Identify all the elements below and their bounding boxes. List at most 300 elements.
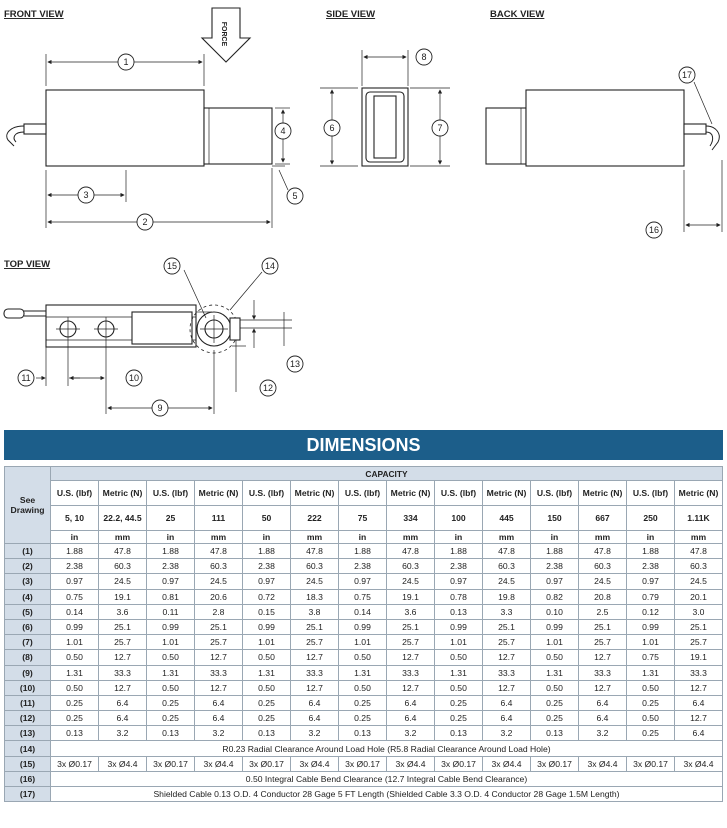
table-cell: 0.97 — [243, 574, 291, 589]
table-cell: 60.3 — [195, 559, 243, 574]
table-cell: 12.7 — [99, 650, 147, 665]
callout-11 — [18, 370, 34, 386]
table-cell: 0.13 — [435, 726, 483, 741]
table-cell: 3.8 — [291, 604, 339, 619]
table-cell: 0.10 — [531, 604, 579, 619]
capacity-header: CAPACITY — [51, 467, 723, 481]
table-cell: 0.50 — [435, 650, 483, 665]
measure-unit-cell: in — [51, 531, 99, 544]
table-cell: 0.72 — [243, 589, 291, 604]
measure-unit-cell: mm — [195, 531, 243, 544]
see-drawing-header: See Drawing — [5, 467, 51, 544]
table-cell: 6.4 — [483, 711, 531, 726]
table-cell: 47.8 — [675, 544, 723, 559]
table-row — [5, 619, 723, 634]
table-row — [5, 695, 723, 710]
table-row — [5, 650, 723, 665]
table-cell: 0.97 — [435, 574, 483, 589]
table-cell: 33.3 — [579, 665, 627, 680]
table-cell: 25.1 — [99, 619, 147, 634]
table-cell: 60.3 — [579, 559, 627, 574]
table-row — [5, 787, 723, 802]
row-label: (16) — [5, 771, 51, 786]
table-cell: 2.38 — [243, 559, 291, 574]
table-cell: 0.50 — [435, 680, 483, 695]
measure-unit-cell: in — [531, 531, 579, 544]
capacity-value-cell: 22.2, 44.5 — [99, 506, 147, 531]
table-cell: 0.99 — [531, 619, 579, 634]
table-cell: 2.38 — [435, 559, 483, 574]
table-cell: 0.81 — [147, 589, 195, 604]
table-cell: 6.4 — [483, 695, 531, 710]
unit-header-cell: U.S. (lbf) — [435, 481, 483, 506]
table-cell: 3x Ø0.17 — [51, 756, 99, 771]
table-cell: 60.3 — [291, 559, 339, 574]
callout-17 — [679, 67, 695, 83]
table-cell: 6.4 — [291, 695, 339, 710]
back-view-label: BACK VIEW — [490, 9, 545, 20]
table-cell: 0.79 — [627, 589, 675, 604]
table-cell: 3x Ø4.4 — [99, 756, 147, 771]
unit-header-cell: U.S. (lbf) — [147, 481, 195, 506]
row-label: (14) — [5, 741, 51, 756]
svg-text:16: 16 — [648, 225, 660, 235]
table-cell: 1.01 — [51, 635, 99, 650]
svg-text:3: 3 — [83, 190, 89, 200]
table-cell: 0.25 — [339, 711, 387, 726]
table-cell: 33.3 — [195, 665, 243, 680]
table-cell: 0.50 — [339, 680, 387, 695]
callout-16 — [646, 222, 662, 238]
table-cell: 12.7 — [291, 650, 339, 665]
table-cell: 6.4 — [195, 695, 243, 710]
measure-unit-cell: mm — [675, 531, 723, 544]
table-cell: 0.25 — [51, 711, 99, 726]
row-label: (13) — [5, 726, 51, 741]
top-view-label: TOP VIEW — [4, 259, 51, 270]
table-cell: 24.5 — [195, 574, 243, 589]
row-label: (8) — [5, 650, 51, 665]
row-label: (12) — [5, 711, 51, 726]
callout-6 — [324, 120, 340, 136]
row-label: (3) — [5, 574, 51, 589]
table-cell: 0.13 — [435, 604, 483, 619]
svg-text:2: 2 — [142, 217, 148, 227]
table-row — [5, 574, 723, 589]
table-cell: 1.88 — [627, 544, 675, 559]
table-cell: 0.25 — [627, 726, 675, 741]
side-view-label: SIDE VIEW — [326, 9, 376, 20]
back-view — [486, 82, 722, 232]
table-cell: 1.31 — [243, 665, 291, 680]
capacity-value-cell: 25 — [147, 506, 195, 531]
table-cell: 0.78 — [435, 589, 483, 604]
table-cell: 12.7 — [675, 680, 723, 695]
measure-unit-row — [5, 531, 723, 544]
table-cell: 0.25 — [51, 695, 99, 710]
side-view — [320, 50, 450, 166]
table-cell: 0.25 — [531, 695, 579, 710]
table-cell: 25.7 — [195, 635, 243, 650]
svg-text:8: 8 — [421, 52, 427, 62]
table-cell: 60.3 — [483, 559, 531, 574]
table-cell: 25.7 — [579, 635, 627, 650]
table-cell: 25.7 — [675, 635, 723, 650]
table-cell: 25.7 — [387, 635, 435, 650]
table-cell: 0.13 — [531, 726, 579, 741]
table-cell: 0.99 — [51, 619, 99, 634]
svg-text:1: 1 — [123, 57, 129, 67]
capacity-value-cell: 1.11K — [675, 506, 723, 531]
table-cell: 47.8 — [579, 544, 627, 559]
table-cell: 2.38 — [339, 559, 387, 574]
table-cell: 12.7 — [483, 680, 531, 695]
table-cell: 3.2 — [387, 726, 435, 741]
table-cell: 0.82 — [531, 589, 579, 604]
row-label: (1) — [5, 544, 51, 559]
row-label: (9) — [5, 665, 51, 680]
table-cell: 24.5 — [675, 574, 723, 589]
table-cell: 24.5 — [387, 574, 435, 589]
table-cell: 1.88 — [147, 544, 195, 559]
table-row — [5, 741, 723, 756]
capacity-value-cell: 5, 10 — [51, 506, 99, 531]
table-cell: 0.50 — [531, 650, 579, 665]
table-cell: 0.50 — [627, 680, 675, 695]
table-cell: 6.4 — [99, 695, 147, 710]
callout-9 — [152, 400, 168, 416]
table-cell: 0.99 — [147, 619, 195, 634]
svg-text:12: 12 — [262, 383, 274, 393]
capacity-value-cell: 250 — [627, 506, 675, 531]
callout-4 — [275, 123, 291, 139]
table-cell: 60.3 — [387, 559, 435, 574]
capacity-value-cell: 100 — [435, 506, 483, 531]
row-label: (6) — [5, 619, 51, 634]
capacity-value-cell: 75 — [339, 506, 387, 531]
table-cell: 0.25 — [243, 711, 291, 726]
capacity-value-cell: 667 — [579, 506, 627, 531]
unit-header-cell: Metric (N) — [99, 481, 147, 506]
capacity-value-cell: 150 — [531, 506, 579, 531]
table-cell: 2.38 — [531, 559, 579, 574]
table-cell: 18.3 — [291, 589, 339, 604]
table-cell: 3x Ø4.4 — [675, 756, 723, 771]
unit-header-cell: Metric (N) — [579, 481, 627, 506]
svg-text:9: 9 — [157, 403, 163, 413]
capacity-value-cell: 222 — [291, 506, 339, 531]
table-cell: 2.38 — [51, 559, 99, 574]
table-row — [5, 544, 723, 559]
table-cell: 19.1 — [387, 589, 435, 604]
table-cell: 0.99 — [435, 619, 483, 634]
row-label: (4) — [5, 589, 51, 604]
table-cell: 12.7 — [387, 650, 435, 665]
table-cell: 0.50 — [531, 680, 579, 695]
table-cell: 20.8 — [579, 589, 627, 604]
table-cell: 0.97 — [147, 574, 195, 589]
table-cell: 12.7 — [99, 680, 147, 695]
table-cell: 2.38 — [147, 559, 195, 574]
table-cell: 12.7 — [195, 680, 243, 695]
table-cell: 25.1 — [483, 619, 531, 634]
svg-text:5: 5 — [292, 191, 298, 201]
unit-header-cell: Metric (N) — [291, 481, 339, 506]
table-cell: 6.4 — [195, 711, 243, 726]
table-cell: 3.6 — [99, 604, 147, 619]
table-cell: 3x Ø4.4 — [291, 756, 339, 771]
table-cell: 12.7 — [675, 711, 723, 726]
table-cell: 0.75 — [627, 650, 675, 665]
table-cell: 0.15 — [243, 604, 291, 619]
table-cell: 1.88 — [435, 544, 483, 559]
table-cell: 19.1 — [99, 589, 147, 604]
table-cell: 1.01 — [627, 635, 675, 650]
force-label: FORCE — [220, 21, 227, 47]
table-cell: 0.50 — [243, 680, 291, 695]
table-cell: 20.1 — [675, 589, 723, 604]
table-cell: 0.13 — [51, 726, 99, 741]
capacity-value-row — [5, 506, 723, 531]
table-cell: 12.7 — [579, 650, 627, 665]
table-row — [5, 635, 723, 650]
table-merged-cell: 0.50 Integral Cable Bend Clearance (12.7 Integral Cable Bend Clearance) — [51, 771, 723, 786]
table-cell: 1.88 — [531, 544, 579, 559]
table-cell: 25.1 — [291, 619, 339, 634]
table-cell: 20.6 — [195, 589, 243, 604]
unit-header-cell: U.S. (lbf) — [339, 481, 387, 506]
table-cell: 3.2 — [579, 726, 627, 741]
unit-header-cell: U.S. (lbf) — [627, 481, 675, 506]
table-cell: 60.3 — [99, 559, 147, 574]
table-cell: 33.3 — [675, 665, 723, 680]
table-cell: 3x Ø0.17 — [531, 756, 579, 771]
callout-7 — [432, 120, 448, 136]
table-cell: 6.4 — [387, 711, 435, 726]
unit-header-cell: Metric (N) — [387, 481, 435, 506]
capacity-value-cell: 445 — [483, 506, 531, 531]
callout-5 — [287, 188, 303, 204]
table-cell: 3x Ø4.4 — [387, 756, 435, 771]
svg-text:17: 17 — [681, 70, 693, 80]
table-cell: 0.50 — [147, 680, 195, 695]
table-cell: 19.8 — [483, 589, 531, 604]
table-cell: 1.31 — [51, 665, 99, 680]
callout-3 — [78, 187, 94, 203]
dimensions-banner: DIMENSIONS — [4, 430, 723, 460]
table-cell: 1.01 — [339, 635, 387, 650]
svg-text:15: 15 — [166, 261, 178, 271]
table-cell: 0.14 — [51, 604, 99, 619]
table-cell: 0.11 — [147, 604, 195, 619]
capacity-value-cell: 50 — [243, 506, 291, 531]
unit-header-row — [5, 481, 723, 506]
svg-text:4: 4 — [280, 126, 286, 136]
table-cell: 25.1 — [387, 619, 435, 634]
callout-12 — [260, 380, 276, 396]
table-cell: 1.01 — [243, 635, 291, 650]
callout-15 — [164, 258, 180, 274]
table-cell: 47.8 — [195, 544, 243, 559]
measure-unit-cell: mm — [483, 531, 531, 544]
table-cell: 3.0 — [675, 604, 723, 619]
row-label: (2) — [5, 559, 51, 574]
svg-text:14: 14 — [264, 261, 276, 271]
table-row — [5, 604, 723, 619]
table-cell: 24.5 — [483, 574, 531, 589]
table-cell: 0.25 — [435, 695, 483, 710]
table-cell: 6.4 — [579, 695, 627, 710]
table-cell: 0.97 — [627, 574, 675, 589]
table-row — [5, 559, 723, 574]
capacity-value-cell: 334 — [387, 506, 435, 531]
table-row — [5, 589, 723, 604]
measure-unit-cell: mm — [387, 531, 435, 544]
table-cell: 33.3 — [99, 665, 147, 680]
table-row — [5, 726, 723, 741]
table-cell: 3x Ø4.4 — [483, 756, 531, 771]
table-row — [5, 680, 723, 695]
svg-text:11: 11 — [21, 373, 31, 383]
table-cell: 1.01 — [531, 635, 579, 650]
table-cell: 3x Ø0.17 — [339, 756, 387, 771]
row-label: (5) — [5, 604, 51, 619]
table-cell: 0.25 — [147, 695, 195, 710]
table-cell: 0.25 — [339, 695, 387, 710]
table-cell: 1.01 — [147, 635, 195, 650]
table-cell: 12.7 — [579, 680, 627, 695]
front-view — [7, 8, 290, 228]
table-cell: 33.3 — [291, 665, 339, 680]
table-cell: 12.7 — [483, 650, 531, 665]
table-cell: 25.1 — [579, 619, 627, 634]
table-cell: 0.97 — [339, 574, 387, 589]
table-merged-cell: Shielded Cable 0.13 O.D. 4 Conductor 28 Gage 5 FT Length (Shielded Cable 3.3 O.D. 4 Conductor 28 Gage 1.5M Length) — [51, 787, 723, 802]
table-cell: 0.13 — [147, 726, 195, 741]
table-row — [5, 756, 723, 771]
table-cell: 6.4 — [387, 695, 435, 710]
table-cell: 1.88 — [243, 544, 291, 559]
table-cell: 0.13 — [243, 726, 291, 741]
table-cell: 2.38 — [627, 559, 675, 574]
table-cell: 0.13 — [339, 726, 387, 741]
table-cell: 12.7 — [387, 680, 435, 695]
table-cell: 2.8 — [195, 604, 243, 619]
row-label: (15) — [5, 756, 51, 771]
callout-14 — [262, 258, 278, 274]
table-cell: 0.14 — [339, 604, 387, 619]
table-cell: 25.7 — [99, 635, 147, 650]
table-cell: 0.75 — [339, 589, 387, 604]
table-cell: 47.8 — [99, 544, 147, 559]
table-cell: 24.5 — [99, 574, 147, 589]
table-cell: 0.25 — [435, 711, 483, 726]
measure-unit-cell: mm — [99, 531, 147, 544]
table-cell: 33.3 — [387, 665, 435, 680]
row-label: (10) — [5, 680, 51, 695]
table-cell: 3x Ø0.17 — [627, 756, 675, 771]
table-cell: 25.1 — [675, 619, 723, 634]
table-cell: 0.50 — [339, 650, 387, 665]
svg-text:10: 10 — [128, 373, 140, 383]
table-cell: 0.25 — [531, 711, 579, 726]
table-cell: 3x Ø0.17 — [435, 756, 483, 771]
dimensions-table — [4, 466, 723, 802]
measure-unit-cell: mm — [579, 531, 627, 544]
table-cell: 6.4 — [675, 695, 723, 710]
table-cell: 47.8 — [387, 544, 435, 559]
callout-13 — [287, 356, 303, 372]
callout-8 — [416, 49, 432, 65]
table-cell: 6.4 — [291, 711, 339, 726]
table-cell: 12.7 — [195, 650, 243, 665]
table-cell: 1.31 — [147, 665, 195, 680]
svg-text:13: 13 — [289, 359, 301, 369]
table-cell: 0.99 — [627, 619, 675, 634]
table-cell: 0.12 — [627, 604, 675, 619]
table-cell: 3x Ø4.4 — [195, 756, 243, 771]
table-cell: 3x Ø0.17 — [243, 756, 291, 771]
table-cell: 0.50 — [51, 650, 99, 665]
table-cell: 3.2 — [291, 726, 339, 741]
unit-header-cell: U.S. (lbf) — [51, 481, 99, 506]
svg-text:6: 6 — [329, 123, 335, 133]
table-cell: 0.97 — [531, 574, 579, 589]
table-cell: 6.4 — [675, 726, 723, 741]
table-merged-cell: R0.23 Radial Clearance Around Load Hole (R5.8 Radial Clearance Around Load Hole) — [51, 741, 723, 756]
table-cell: 25.1 — [195, 619, 243, 634]
table-cell: 33.3 — [483, 665, 531, 680]
table-cell: 24.5 — [291, 574, 339, 589]
measure-unit-cell: in — [339, 531, 387, 544]
callout-2 — [137, 214, 153, 230]
callout-1 — [118, 54, 134, 70]
table-cell: 0.50 — [51, 680, 99, 695]
table-cell: 3.2 — [195, 726, 243, 741]
table-cell: 3.2 — [99, 726, 147, 741]
table-cell: 3x Ø0.17 — [147, 756, 195, 771]
table-cell: 0.25 — [627, 695, 675, 710]
measure-unit-cell: in — [627, 531, 675, 544]
front-view-label: FRONT VIEW — [4, 9, 64, 20]
row-label: (17) — [5, 787, 51, 802]
table-cell: 1.31 — [627, 665, 675, 680]
table-cell: 3x Ø4.4 — [579, 756, 627, 771]
measure-unit-cell: mm — [291, 531, 339, 544]
table-cell: 1.88 — [51, 544, 99, 559]
table-cell: 0.25 — [243, 695, 291, 710]
table-cell: 3.6 — [387, 604, 435, 619]
table-cell: 24.5 — [579, 574, 627, 589]
unit-header-cell: Metric (N) — [195, 481, 243, 506]
callout-10 — [126, 370, 142, 386]
table-cell: 0.50 — [147, 650, 195, 665]
table-cell: 25.7 — [483, 635, 531, 650]
table-cell: 25.7 — [291, 635, 339, 650]
table-cell: 1.31 — [531, 665, 579, 680]
top-view — [4, 270, 292, 414]
table-row — [5, 665, 723, 680]
table-cell: 6.4 — [579, 711, 627, 726]
row-label: (7) — [5, 635, 51, 650]
unit-header-cell: Metric (N) — [483, 481, 531, 506]
table-cell: 19.1 — [675, 650, 723, 665]
measure-unit-cell: in — [435, 531, 483, 544]
unit-header-cell: U.S. (lbf) — [531, 481, 579, 506]
table-cell: 0.25 — [147, 711, 195, 726]
table-row — [5, 711, 723, 726]
capacity-value-cell: 111 — [195, 506, 243, 531]
